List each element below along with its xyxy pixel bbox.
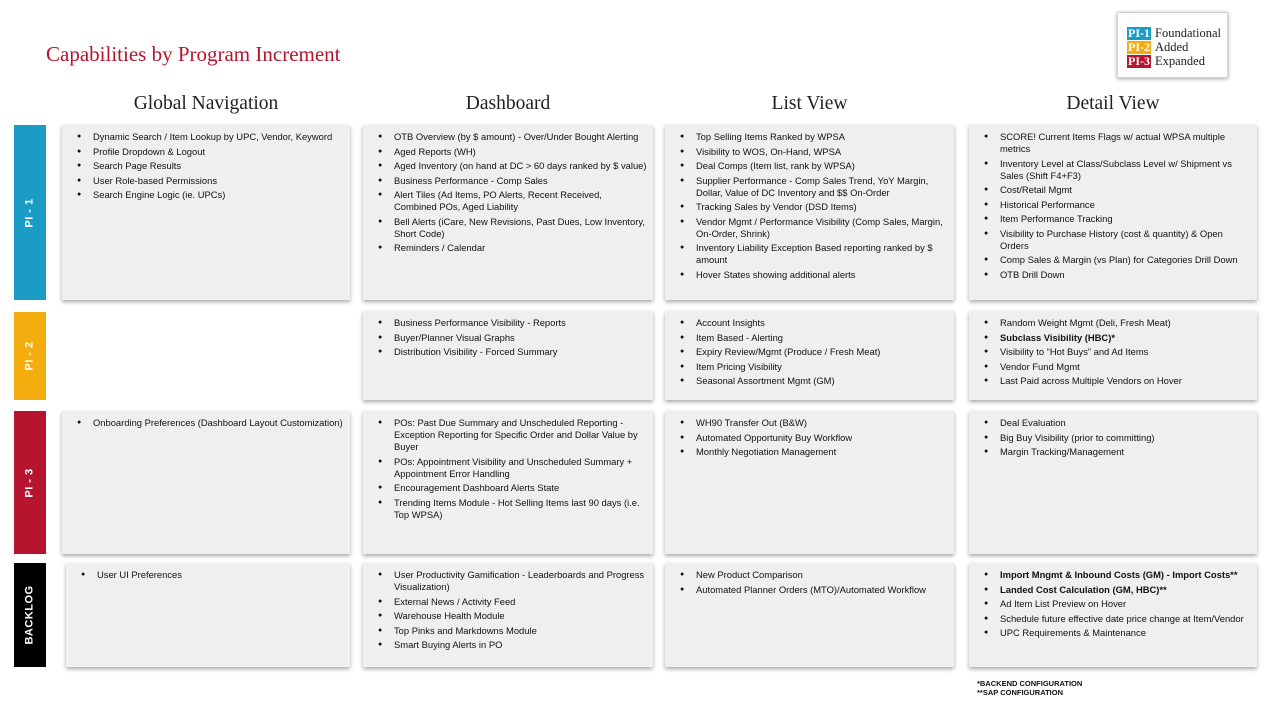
capability-item: ● Business Performance - Comp Sales [371, 175, 647, 187]
capability-item: ● Item Performance Tracking [977, 213, 1251, 225]
capability-item: ● UPC Requirements & Maintenance [977, 627, 1251, 639]
capability-list [371, 569, 647, 651]
capability-card [969, 411, 1257, 554]
capability-list [673, 317, 948, 387]
legend-label: Foundational [1155, 25, 1221, 40]
capability-item: ● Deal Comps (Item list, rank by WPSA) [673, 160, 948, 172]
column-header-detail-view: Detail View [1066, 93, 1160, 114]
column-header-list-view: List View [771, 93, 848, 114]
capability-item: ● Top Pinks and Markdowns Module [371, 625, 647, 637]
footnote: *BACKEND CONFIGURATION [977, 679, 1083, 688]
capability-card [665, 311, 954, 400]
legend-item-pi-3 [1127, 54, 1227, 68]
capability-card [363, 125, 653, 300]
capability-item: ● New Product Comparison [673, 569, 948, 581]
capability-item: ● Visibility to WOS, On-Hand, WPSA [673, 146, 948, 158]
capability-item: ● Ad Item List Preview on Hover [977, 598, 1251, 610]
capability-item: ● Expiry Review/Mgmt (Produce / Fresh Meat) [673, 346, 948, 358]
capability-item: ● SCORE! Current Items Flags w/ actual WPSA multiple metrics [977, 131, 1251, 155]
capability-item: ● Search Page Results [70, 160, 344, 172]
capability-item: ● User Role-based Permissions [70, 175, 344, 187]
legend-tag: PI-2 [1128, 39, 1150, 54]
column-header-global-navigation: Global Navigation [133, 93, 279, 114]
capability-card [665, 411, 954, 554]
legend-label: Added [1155, 39, 1189, 54]
capability-item: ● Cost/Retail Mgmt [977, 184, 1251, 196]
legend-item-pi-2 [1127, 40, 1227, 54]
capability-list [977, 317, 1251, 387]
capability-item: ● Smart Buying Alerts in PO [371, 639, 647, 651]
row-label-0 [14, 125, 46, 300]
capability-item: ● User UI Preferences [74, 569, 344, 581]
capability-item: ● Buyer/Planner Visual Graphs [371, 332, 647, 344]
capability-card [969, 311, 1257, 400]
capability-card [62, 411, 350, 554]
capability-item: ● Onboarding Preferences (Dashboard Layout Customization) [70, 417, 344, 429]
legend-label: Expanded [1155, 53, 1205, 68]
capability-card [66, 563, 350, 667]
capability-item: ● Supplier Performance - Comp Sales Trend, YoY Margin, Dollar, Value of DC Inventory and $$ On-Order [673, 175, 948, 199]
capability-item: ● Encouragement Dashboard Alerts State [371, 482, 647, 494]
capability-item: ● Alert Tiles (Ad Items, PO Alerts, Recent Received, Combined POs, Aged Liability [371, 189, 647, 213]
capability-item: ● Comp Sales & Margin (vs Plan) for Categories Drill Down [977, 254, 1251, 266]
capability-item: ● Tracking Sales by Vendor (DSD Items) [673, 201, 948, 213]
capability-item: ● Item Pricing Visibility [673, 361, 948, 373]
capability-item: ● Automated Planner Orders (MTO)/Automated Workflow [673, 584, 948, 596]
capability-list [673, 131, 948, 281]
capability-list [74, 569, 344, 581]
capability-item: ● Business Performance Visibility - Reports [371, 317, 647, 329]
capability-item: ● Monthly Negotiation Management [673, 446, 948, 458]
row-label-3 [14, 563, 46, 667]
row-label-text: PI - 3 [23, 467, 36, 498]
capability-item: ● Bell Alerts (iCare, New Revisions, Past Dues, Low Inventory, Short Code) [371, 216, 647, 240]
capability-item: ● Search Engine Logic (ie. UPCs) [70, 189, 344, 201]
capability-item: ● Deal Evaluation [977, 417, 1251, 429]
capability-list [371, 417, 647, 521]
row-label-text: BACKLOG [24, 585, 37, 645]
page-title: Capabilities by Program Increment [46, 42, 341, 66]
capability-item: ● Big Buy Visibility (prior to committing) [977, 432, 1251, 444]
capability-list [70, 417, 344, 429]
capability-item: ● Inventory Liability Exception Based reporting ranked by $ amount [673, 242, 948, 266]
footnotes [977, 679, 1082, 697]
capability-item: ● Subclass Visibility (HBC)* [977, 332, 1251, 344]
capability-item: ● Historical Performance [977, 199, 1251, 211]
capability-card [62, 125, 350, 300]
capability-item: ● Import Mngmt & Inbound Costs (GM) - Import Costs** [977, 569, 1251, 581]
capability-list [977, 131, 1251, 281]
capability-item: ● Automated Opportunity Buy Workflow [673, 432, 948, 444]
capability-card [665, 125, 954, 300]
row-label-text: PI - 2 [23, 341, 36, 371]
capability-card [363, 411, 653, 554]
row-label-2 [14, 411, 46, 554]
capability-item: ● Reminders / Calendar [371, 242, 647, 254]
capability-card [665, 563, 954, 667]
capability-list [70, 131, 344, 201]
legend-item-pi-1 [1127, 26, 1227, 40]
capability-item: ● Warehouse Health Module [371, 610, 647, 622]
row-label-1 [14, 312, 46, 400]
capability-item: ● Account Insights [673, 317, 948, 329]
row-label-text: PI - 1 [23, 197, 36, 228]
capability-item: ● Trending Items Module - Hot Selling Items last 90 days (i.e. Top WPSA) [371, 497, 647, 521]
capability-item: ● POs: Past Due Summary and Unscheduled Reporting - Exception Reporting for Specific Order and Dollar Value by Buyer [371, 417, 647, 453]
capability-list [977, 417, 1251, 458]
capability-item: ● Vendor Fund Mgmt [977, 361, 1251, 373]
capability-card [969, 563, 1257, 667]
capability-item: ● Vendor Mgmt / Performance Visibility (Comp Sales, Margin, On-Order, Shrink) [673, 216, 948, 240]
capability-item: ● Seasonal Assortment Mgmt (GM) [673, 375, 948, 387]
capability-item: ● User Productivity Gamification - Leaderboards and Progress Visualization) [371, 569, 647, 593]
capability-item: ● Visibility to Purchase History (cost & quantity) & Open Orders [977, 228, 1251, 252]
legend [1117, 12, 1228, 78]
capability-item: ● Hover States showing additional alerts [673, 269, 948, 281]
capability-item: ● Last Paid across Multiple Vendors on Hover [977, 375, 1251, 387]
capability-item: ● Aged Reports (WH) [371, 146, 647, 158]
capability-list [673, 569, 948, 596]
capability-item: ● External News / Activity Feed [371, 596, 647, 608]
capability-list [371, 317, 647, 358]
footnote: **SAP CONFIGURATION [977, 688, 1063, 697]
capability-item: ● WH90 Transfer Out (B&W) [673, 417, 948, 429]
capability-card [969, 125, 1257, 300]
legend-tag: PI-3 [1128, 53, 1150, 68]
capability-item: ● Distribution Visibility - Forced Summary [371, 346, 647, 358]
capability-item: ● Random Weight Mgmt (Deli, Fresh Meat) [977, 317, 1251, 329]
capability-item: ● Item Based - Alerting [673, 332, 948, 344]
capability-list [673, 417, 948, 458]
capability-item: ● Margin Tracking/Management [977, 446, 1251, 458]
capability-item: ● Schedule future effective date price change at Item/Vendor [977, 613, 1251, 625]
capability-item: ● Aged Inventory (on hand at DC > 60 days ranked by $ value) [371, 160, 647, 172]
capability-item: ● Dynamic Search / Item Lookup by UPC, Vendor, Keyword [70, 131, 344, 143]
capability-item: ● Top Selling Items Ranked by WPSA [673, 131, 948, 143]
capability-list [371, 131, 647, 254]
capability-list [977, 569, 1251, 639]
column-header-dashboard: Dashboard [465, 93, 551, 114]
capability-item: ● OTB Overview (by $ amount) - Over/Under Bought Alerting [371, 131, 647, 143]
capability-item: ● Landed Cost Calculation (GM, HBC)** [977, 584, 1251, 596]
legend-tag: PI-1 [1128, 25, 1150, 40]
capability-item: ● Visibility to “Hot Buys” and Ad Items [977, 346, 1251, 358]
capability-item: ● POs: Appointment Visibility and Unscheduled Summary + Appointment Error Handling [371, 456, 647, 480]
capability-item: ● OTB Drill Down [977, 269, 1251, 281]
capability-card [363, 311, 653, 400]
capability-item: ● Profile Dropdown & Logout [70, 146, 344, 158]
capability-card [363, 563, 653, 667]
capability-item: ● Inventory Level at Class/Subclass Level w/ Shipment vs Sales (Shift F4+F3) [977, 158, 1251, 182]
